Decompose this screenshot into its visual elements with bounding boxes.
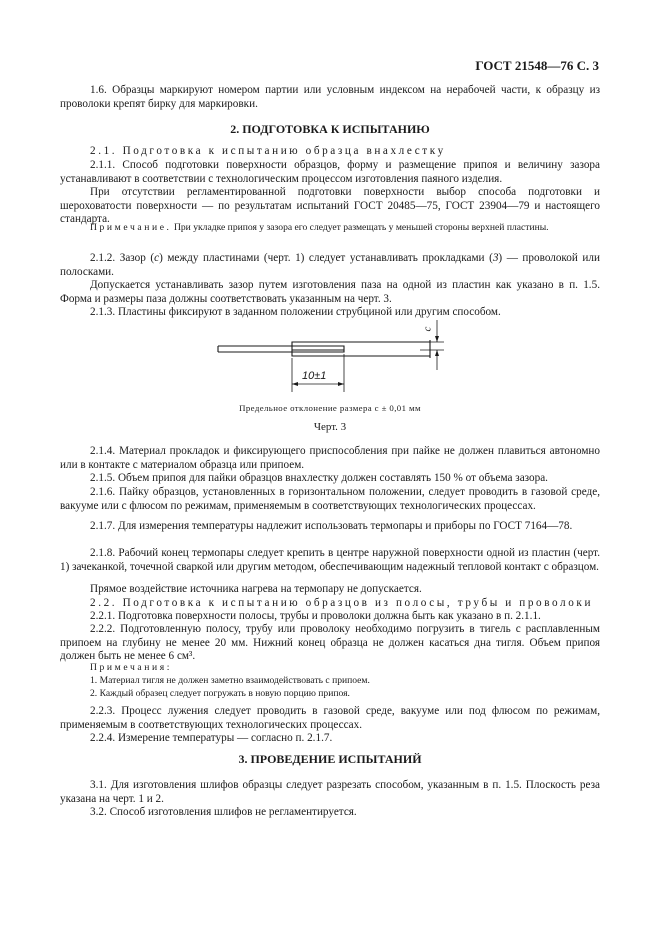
dim-arrow-right — [338, 382, 344, 386]
paragraph-3-2: 3.2. Способ изготовления шлифов не регламентируется. — [90, 806, 357, 818]
paragraph-2-2-3: 2.2.3. Процесс лужения следует проводить в газовой среде, вакууме или под флюсом по режимам, применяемым в соответствующих технологических процессах. — [60, 705, 600, 731]
page-header: ГОСТ 21548—76 С. 3 — [475, 58, 599, 73]
paragraph-2-1-3: 2.1.3. Пластины фиксируют в заданном положении струбциной или другим способом. — [90, 306, 501, 318]
p2-1-2-part-d: ) — проволокой или полосками. — [60, 252, 600, 278]
paragraph-2-1-6: 2.1.6. Пайку образцов, установленных в горизонтальном положении, следует проводить в газовой среде, вакууме или с флюсом по режимам, применяемым в соответствующих технологических процессах. — [60, 486, 600, 512]
p2-1-2-spacer-ref: 3 — [492, 252, 499, 264]
upper-plate — [218, 346, 344, 352]
c-arrow-top — [435, 336, 439, 342]
c-arrow-bottom — [435, 350, 439, 356]
paragraph-2-1-5: 2.1.5. Объем припоя для пайки образцов внахлестку должен составлять 150 % от объема зазора. — [90, 472, 548, 484]
paragraph-2-1-8: 2.1.8. Рабочий конец термопары следует крепить в центре наружной поверхности одной из пластин (черт. 1) зачеканкой, точечной сваркой или другим методом, обеспечивающим надежный тепловой контакт с образцом. — [60, 547, 600, 573]
paragraph-2-2-1: 2.2.1. Подготовка поверхности полосы, трубы и проволоки должна быть как указано в п. 2.1.1. — [90, 610, 541, 622]
paragraph-2-1: 2.1. Подготовка к испытанию образца внахлестку — [90, 145, 446, 157]
section-2-title: 2. ПОДГОТОВКА К ИСПЫТАНИЮ — [230, 122, 430, 136]
paragraph-2-1-2-b: Допускается устанавливать зазор путем изготовления паза на одной из пластин как указано в п. 1.5. Форма и размеры паза должны соответствовать указанным на черт. 3. — [60, 279, 600, 305]
p2-1-2-gap-symbol: с — [154, 252, 160, 264]
lower-plate-bottom — [292, 350, 430, 356]
note-2: 2. Каждый образец следует погружать в новую порцию припоя. — [90, 688, 350, 699]
p2-1-2-part-b: ) между пластинами (черт. 1) следует устанавливать прокладками ( — [159, 252, 493, 264]
figure-tolerance-note: Предельное отклонение размера с ± 0,01 мм — [239, 403, 421, 413]
paragraph-1-6: 1.6. Образцы маркируют номером партии или условным индексом на нерабочей части, к образцу из проволоки крепят бирку для маркировки. — [60, 84, 600, 110]
figure-caption: Черт. 3 — [313, 421, 347, 433]
paragraph-2-1-1: 2.1.1. Способ подготовки поверхности образцов, форму и размещение припоя и величину зазора устанавливают в соответствии с технологическим процессом изготовления паяного изделия. — [60, 159, 600, 185]
dimension-label: 10±1 — [302, 370, 327, 382]
dim-arrow-left — [292, 382, 298, 386]
note-1: 1. Материал тигля не должен заметно взаимодействовать с припоем. — [90, 675, 370, 686]
paragraph-2-2-4: 2.2.4. Измерение температуры — согласно п. 2.1.7. — [90, 732, 333, 744]
paragraph-2-2-2: 2.2.2. Подготовленную полосу, трубу или проволоку необходимо погрузить в тигель с расплавленным припоем на глубину не менее 20 мм. Нижний конец образца не должен касаться дна тигля. Объем припоя должен быть не менее 6 см³. — [60, 623, 600, 663]
gap-label: c — [421, 326, 434, 332]
figure-3-drawing — [0, 0, 661, 420]
paragraph-2-1-1-b: При отсутствии регламентированной подготовки поверхности выбор способа подготовки и шероховатости поверхности — по результатам испытаний ГОСТ 20485—75, ГОСТ 23904—79 и настоящего стандарта. — [60, 186, 600, 226]
notes-label: Примечания: — [90, 662, 172, 673]
paragraph-2-1-4: 2.1.4. Материал прокладок и фиксирующего приспособления при пайке не должен плавиться автономно или в контакте с материалом образца или припоем. — [60, 445, 600, 471]
paragraph-2-2: 2.2. Подготовка к испытанию образцов из полосы, трубы и проволоки — [90, 597, 594, 609]
section-3-title: 3. ПРОВЕДЕНИЕ ИСПЫТАНИЙ — [238, 752, 422, 766]
note-text: При укладке припоя у зазора его следует размещать у меньшей стороны верхней пластины. — [171, 222, 549, 233]
paragraph-2-1-8-b: Прямое воздействие источника нагрева на термопару не допускается. — [90, 583, 422, 595]
paragraph-2-1-7: 2.1.7. Для измерения температуры надлежит использовать термопары и приборы по ГОСТ 7164—78. — [90, 520, 573, 532]
note-label: Примечание. — [90, 222, 172, 233]
p2-1-2-part-a: 2.1.2. Зазор ( — [90, 252, 155, 264]
paragraph-3-1: 3.1. Для изготовления шлифов образцы следует разрезать способом, указанным в п. 1.5. Плоскость реза указана на черт. 1 и 2. — [60, 779, 600, 805]
